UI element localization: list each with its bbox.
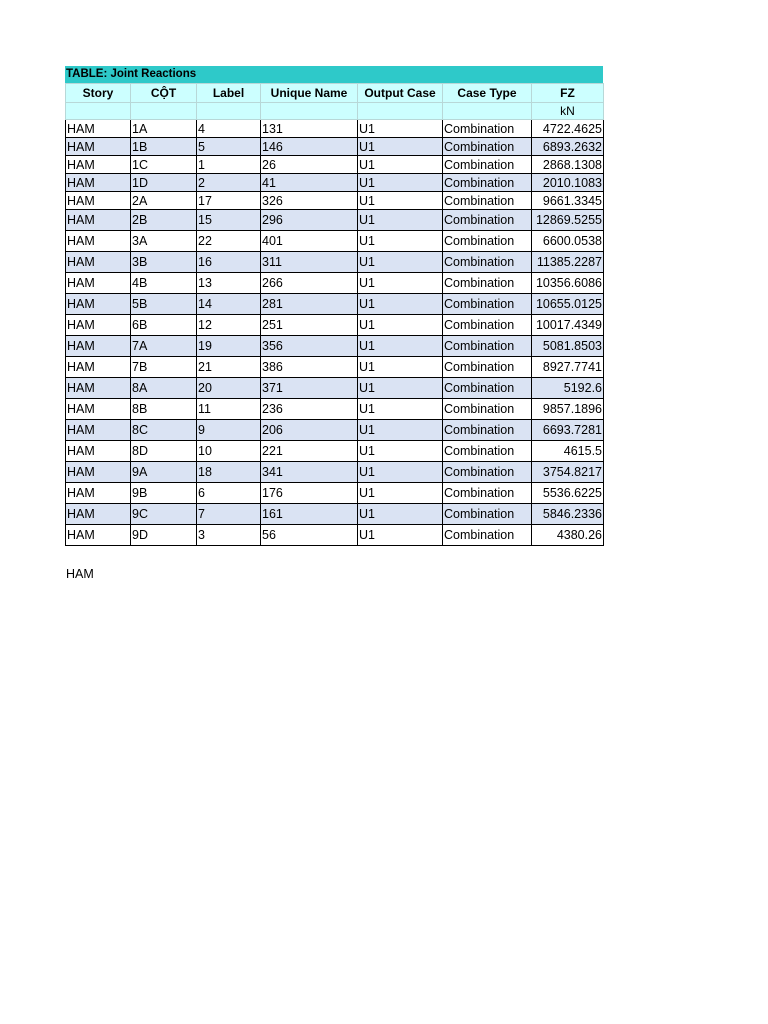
- cell-fz: 10017.4349: [532, 315, 604, 336]
- cell-label: 19: [197, 336, 261, 357]
- cell-cot: 3A: [131, 231, 197, 252]
- cell-unique-name: 266: [261, 273, 358, 294]
- cell-cot: 9D: [131, 525, 197, 546]
- column-header-story: Story: [66, 84, 131, 103]
- cell-unique-name: 131: [261, 120, 358, 138]
- unit-cell-fz: kN: [532, 103, 604, 120]
- cell-output-case: U1: [358, 441, 443, 462]
- cell-cot: 2A: [131, 192, 197, 210]
- cell-cot: 6B: [131, 315, 197, 336]
- cell-story: HAM: [66, 357, 131, 378]
- cell-unique-name: 56: [261, 525, 358, 546]
- cell-fz: 5846.2336: [532, 504, 604, 525]
- cell-output-case: U1: [358, 483, 443, 504]
- table-row: [66, 462, 604, 483]
- table-row: [66, 273, 604, 294]
- table-body: [66, 120, 604, 546]
- column-header-fz: FZ: [532, 84, 604, 103]
- cell-unique-name: 176: [261, 483, 358, 504]
- cell-cot: 7B: [131, 357, 197, 378]
- cell-output-case: U1: [358, 336, 443, 357]
- cell-story: HAM: [66, 315, 131, 336]
- cell-output-case: U1: [358, 252, 443, 273]
- table-row: [66, 138, 604, 156]
- cell-case-type: Combination: [443, 252, 532, 273]
- table-row: [66, 120, 604, 138]
- cell-fz: 8927.7741: [532, 357, 604, 378]
- cell-label: 14: [197, 294, 261, 315]
- cell-unique-name: 236: [261, 399, 358, 420]
- cell-output-case: U1: [358, 420, 443, 441]
- cell-story: HAM: [66, 378, 131, 399]
- cell-fz: 6693.7281: [532, 420, 604, 441]
- cell-fz: 12869.5255: [532, 210, 604, 231]
- joint-reactions-table: [65, 83, 604, 546]
- cell-case-type: Combination: [443, 315, 532, 336]
- cell-case-type: Combination: [443, 231, 532, 252]
- cell-story: HAM: [66, 192, 131, 210]
- cell-unique-name: 26: [261, 156, 358, 174]
- cell-fz: 9857.1896: [532, 399, 604, 420]
- cell-story: HAM: [66, 231, 131, 252]
- cell-unique-name: 311: [261, 252, 358, 273]
- cell-case-type: Combination: [443, 156, 532, 174]
- cell-output-case: U1: [358, 192, 443, 210]
- cell-label: 17: [197, 192, 261, 210]
- cell-output-case: U1: [358, 210, 443, 231]
- cell-unique-name: 326: [261, 192, 358, 210]
- cell-label: 10: [197, 441, 261, 462]
- cell-output-case: U1: [358, 231, 443, 252]
- column-header-unique-name: Unique Name: [261, 84, 358, 103]
- cell-cot: 8A: [131, 378, 197, 399]
- cell-label: 5: [197, 138, 261, 156]
- cell-unique-name: 296: [261, 210, 358, 231]
- cell-story: HAM: [66, 525, 131, 546]
- cell-cot: 1B: [131, 138, 197, 156]
- cell-story: HAM: [66, 336, 131, 357]
- cell-output-case: U1: [358, 138, 443, 156]
- cell-output-case: U1: [358, 525, 443, 546]
- cell-story: HAM: [66, 420, 131, 441]
- table-title: TABLE: Joint Reactions: [65, 66, 603, 83]
- cell-label: 16: [197, 252, 261, 273]
- cell-output-case: U1: [358, 120, 443, 138]
- cell-fz: 2010.1083: [532, 174, 604, 192]
- cell-cot: 7A: [131, 336, 197, 357]
- cell-cot: 1A: [131, 120, 197, 138]
- joint-reactions-sheet: [65, 66, 603, 546]
- table-row: [66, 357, 604, 378]
- cell-unique-name: 41: [261, 174, 358, 192]
- cell-fz: 10655.0125: [532, 294, 604, 315]
- cell-output-case: U1: [358, 399, 443, 420]
- cell-story: HAM: [66, 252, 131, 273]
- cell-case-type: Combination: [443, 174, 532, 192]
- cell-fz: 4615.5: [532, 441, 604, 462]
- cell-case-type: Combination: [443, 336, 532, 357]
- cell-output-case: U1: [358, 357, 443, 378]
- cell-label: 4: [197, 120, 261, 138]
- cell-case-type: Combination: [443, 462, 532, 483]
- cell-unique-name: 341: [261, 462, 358, 483]
- cell-case-type: Combination: [443, 441, 532, 462]
- cell-case-type: Combination: [443, 420, 532, 441]
- cell-output-case: U1: [358, 504, 443, 525]
- cell-cot: 5B: [131, 294, 197, 315]
- footer-text: HAM: [66, 567, 94, 581]
- cell-story: HAM: [66, 483, 131, 504]
- cell-cot: 1C: [131, 156, 197, 174]
- cell-output-case: U1: [358, 294, 443, 315]
- unit-cell-unique-name: [261, 103, 358, 120]
- cell-case-type: Combination: [443, 210, 532, 231]
- cell-cot: 3B: [131, 252, 197, 273]
- cell-unique-name: 251: [261, 315, 358, 336]
- cell-case-type: Combination: [443, 378, 532, 399]
- cell-label: 7: [197, 504, 261, 525]
- table-row: [66, 192, 604, 210]
- cell-case-type: Combination: [443, 525, 532, 546]
- column-header-case-type: Case Type: [443, 84, 532, 103]
- cell-case-type: Combination: [443, 357, 532, 378]
- cell-label: 1: [197, 156, 261, 174]
- cell-story: HAM: [66, 174, 131, 192]
- cell-label: 21: [197, 357, 261, 378]
- cell-unique-name: 356: [261, 336, 358, 357]
- table-row: [66, 294, 604, 315]
- table-row: [66, 399, 604, 420]
- cell-label: 18: [197, 462, 261, 483]
- cell-cot: 8B: [131, 399, 197, 420]
- cell-fz: 5536.6225: [532, 483, 604, 504]
- cell-fz: 9661.3345: [532, 192, 604, 210]
- cell-label: 6: [197, 483, 261, 504]
- cell-cot: 9A: [131, 462, 197, 483]
- cell-case-type: Combination: [443, 294, 532, 315]
- cell-cot: 8D: [131, 441, 197, 462]
- column-header-cot: CỘT: [131, 84, 197, 103]
- cell-fz: 2868.1308: [532, 156, 604, 174]
- cell-unique-name: 371: [261, 378, 358, 399]
- cell-story: HAM: [66, 441, 131, 462]
- cell-story: HAM: [66, 462, 131, 483]
- column-header-label: Label: [197, 84, 261, 103]
- cell-fz: 4722.4625: [532, 120, 604, 138]
- cell-story: HAM: [66, 399, 131, 420]
- cell-label: 12: [197, 315, 261, 336]
- cell-unique-name: 221: [261, 441, 358, 462]
- cell-output-case: U1: [358, 156, 443, 174]
- cell-cot: 1D: [131, 174, 197, 192]
- table-row: [66, 174, 604, 192]
- cell-story: HAM: [66, 504, 131, 525]
- cell-label: 2: [197, 174, 261, 192]
- cell-case-type: Combination: [443, 273, 532, 294]
- cell-unique-name: 146: [261, 138, 358, 156]
- cell-cot: 9C: [131, 504, 197, 525]
- cell-cot: 9B: [131, 483, 197, 504]
- table-row: [66, 156, 604, 174]
- cell-output-case: U1: [358, 315, 443, 336]
- cell-output-case: U1: [358, 378, 443, 399]
- unit-cell-output-case: [358, 103, 443, 120]
- cell-output-case: U1: [358, 462, 443, 483]
- unit-cell-story: [66, 103, 131, 120]
- cell-fz: 6893.2632: [532, 138, 604, 156]
- table-row: [66, 315, 604, 336]
- unit-cell-label: [197, 103, 261, 120]
- cell-cot: 8C: [131, 420, 197, 441]
- cell-case-type: Combination: [443, 192, 532, 210]
- table-row: [66, 252, 604, 273]
- table-row: [66, 525, 604, 546]
- cell-case-type: Combination: [443, 399, 532, 420]
- table-row: [66, 378, 604, 399]
- cell-fz: 5081.8503: [532, 336, 604, 357]
- cell-label: 15: [197, 210, 261, 231]
- units-row: [66, 103, 604, 120]
- unit-cell-case-type: [443, 103, 532, 120]
- header-row: [66, 84, 604, 103]
- cell-unique-name: 401: [261, 231, 358, 252]
- cell-case-type: Combination: [443, 120, 532, 138]
- cell-story: HAM: [66, 294, 131, 315]
- cell-story: HAM: [66, 156, 131, 174]
- cell-case-type: Combination: [443, 483, 532, 504]
- cell-label: 3: [197, 525, 261, 546]
- cell-label: 22: [197, 231, 261, 252]
- cell-fz: 11385.2287: [532, 252, 604, 273]
- cell-cot: 2B: [131, 210, 197, 231]
- cell-label: 11: [197, 399, 261, 420]
- cell-case-type: Combination: [443, 504, 532, 525]
- cell-label: 20: [197, 378, 261, 399]
- table-row: [66, 504, 604, 525]
- cell-fz: 3754.8217: [532, 462, 604, 483]
- cell-fz: 4380.26: [532, 525, 604, 546]
- cell-case-type: Combination: [443, 138, 532, 156]
- table-row: [66, 441, 604, 462]
- cell-unique-name: 206: [261, 420, 358, 441]
- cell-fz: 5192.6: [532, 378, 604, 399]
- cell-unique-name: 281: [261, 294, 358, 315]
- table-row: [66, 210, 604, 231]
- table-row: [66, 420, 604, 441]
- column-header-output-case: Output Case: [358, 84, 443, 103]
- cell-cot: 4B: [131, 273, 197, 294]
- cell-story: HAM: [66, 273, 131, 294]
- cell-label: 13: [197, 273, 261, 294]
- cell-story: HAM: [66, 120, 131, 138]
- cell-fz: 10356.6086: [532, 273, 604, 294]
- cell-unique-name: 386: [261, 357, 358, 378]
- cell-story: HAM: [66, 138, 131, 156]
- cell-story: HAM: [66, 210, 131, 231]
- cell-fz: 6600.0538: [532, 231, 604, 252]
- unit-cell-cot: [131, 103, 197, 120]
- table-row: [66, 336, 604, 357]
- cell-unique-name: 161: [261, 504, 358, 525]
- cell-output-case: U1: [358, 273, 443, 294]
- table-row: [66, 231, 604, 252]
- cell-output-case: U1: [358, 174, 443, 192]
- cell-label: 9: [197, 420, 261, 441]
- table-row: [66, 483, 604, 504]
